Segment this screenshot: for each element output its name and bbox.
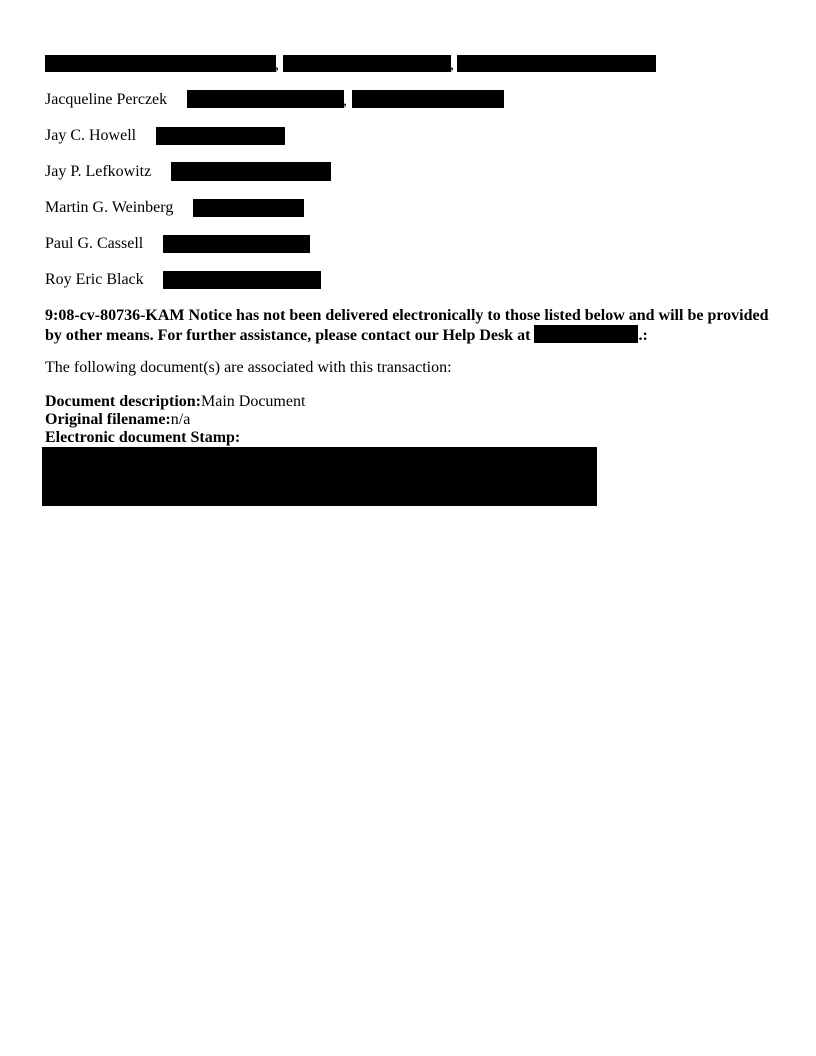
recipient-name: Martin G. Weinberg — [45, 199, 174, 216]
recipient-name: Jay P. Lefkowitz — [45, 163, 152, 180]
electronic-stamp-row — [45, 429, 240, 447]
notice-text: 9:08-cv-80736-KAM Notice has not been delivered electronically to those listed below and will be provided by other means. For further assistance, please contact our Help Desk at — [45, 307, 769, 344]
redacted-email — [163, 235, 310, 253]
redacted-email-1 — [45, 55, 276, 72]
recipient-name: Paul G. Cassell — [45, 235, 144, 252]
notice-paragraph — [45, 307, 785, 345]
email-separator-1: , — [275, 56, 279, 73]
original-filename-value: n/a — [170, 411, 191, 428]
recipient-name: Roy Eric Black — [45, 271, 144, 288]
redacted-electronic-stamp — [42, 447, 597, 506]
redacted-email — [193, 199, 304, 217]
recipient-name: Jay C. Howell — [45, 127, 137, 144]
electronic-stamp-label: Electronic document Stamp: — [45, 429, 241, 446]
email-separator: , — [343, 92, 347, 109]
recipient-name: Jacqueline Perczek — [45, 91, 168, 108]
redacted-email — [156, 127, 285, 145]
original-filename-label: Original filename: — [45, 411, 171, 428]
notice-suffix: .: — [638, 327, 648, 344]
associated-docs-intro: The following document(s) are associated with this transaction: — [45, 359, 452, 376]
original-filename-row — [45, 411, 190, 429]
document-description-value: Main Document — [200, 393, 306, 410]
redacted-help-desk-contact — [534, 325, 638, 343]
email-separator-2: , — [450, 56, 454, 73]
redacted-email — [171, 162, 331, 181]
redacted-email — [352, 90, 504, 108]
document-description-row — [45, 393, 305, 411]
document-description-label: Document description: — [45, 393, 201, 410]
redacted-email-3 — [457, 55, 656, 72]
redacted-email — [187, 90, 344, 108]
redacted-email-2 — [283, 55, 451, 72]
redacted-email — [163, 271, 321, 289]
